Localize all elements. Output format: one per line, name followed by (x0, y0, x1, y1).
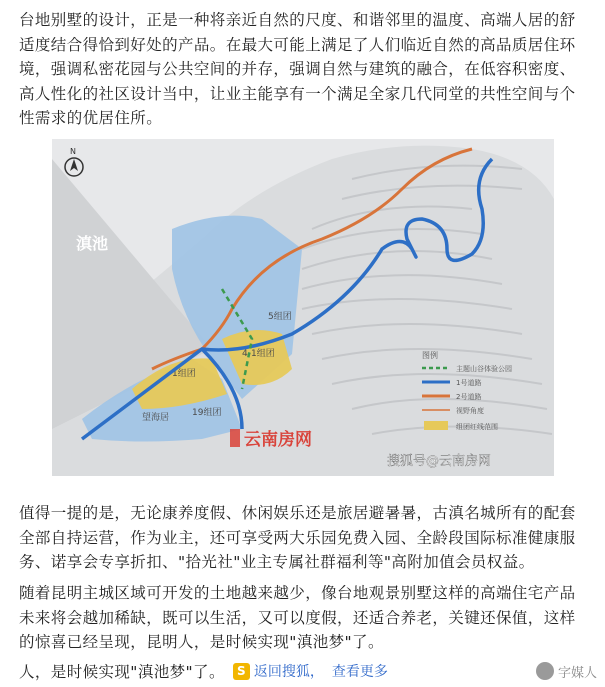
site-plan-image (52, 139, 554, 476)
brand-watermark: 云南房网 (244, 430, 312, 450)
back-to-sohu-link[interactable]: 返回搜狐， (253, 664, 324, 680)
zone-label: 19组团 (192, 408, 222, 418)
source-credit: 搜狐号@云南房网 (387, 454, 492, 469)
see-more-link[interactable]: 查看更多 (331, 664, 388, 680)
lake-label: 滇池 (76, 234, 109, 253)
legend-item: 2号道路 (456, 393, 482, 401)
account-watermark (536, 658, 597, 684)
north-label: N (70, 147, 76, 156)
footer-row (19, 658, 396, 684)
legend-item: 主题山谷体验公园 (456, 365, 512, 373)
zone-label: 望海居 (142, 413, 170, 423)
sohu-icon[interactable]: S (233, 663, 250, 680)
account-watermark-text: 字媒人 (557, 665, 597, 681)
amenities-paragraph: 值得一提的是，无论康养度假、休闲娱乐还是旅居避暑暑，古滇名城所有的配套全部自持运营，作为业主，还可享受两大乐园免费入园、全龄段国际标准健康服务、诺享会专享折扣、"拾光社"业主专属社群福利等"高附加值会员权益。 (19, 504, 576, 571)
legend-item: 组团红线范围 (456, 423, 498, 431)
wechat-icon (536, 662, 554, 680)
footer-lead-text: 人，是时候实现"滇池梦"了。 (19, 663, 225, 681)
legend-item: 1号道路 (456, 379, 482, 387)
legend-title: 图例 (422, 351, 438, 360)
legend-item: 视野角度 (456, 407, 484, 415)
zone-label: 5组团 (268, 312, 292, 322)
closing-paragraph: 随着昆明主城区域可开发的土地越来越少，像台地观景别墅这样的高端住宅产品未来将会越加稀缺，既可以生活，又可以度假，还适合养老，关键还保值，这样的惊喜已经呈现，昆明人，是时候实现"滇池梦"了。 (19, 584, 576, 651)
zone-label: 1组团 (172, 369, 196, 379)
site-plan-map (52, 139, 554, 476)
zone-label: 4-1组团 (242, 349, 275, 359)
intro-paragraph: 台地别墅的设计，正是一种将亲近自然的尺度、和谐邻里的温度、高端人居的舒适度结合得恰到好处的产品。在最大可能上满足了人们临近自然的高品质居住环境，强调私密花园与公共空间的并存，强调自然与建筑的融合，在低容积密度、高人性化的社区设计当中，让业主能享有一个满足全家几代同堂的共性空间与个性需求的优居住所。 (19, 11, 576, 127)
